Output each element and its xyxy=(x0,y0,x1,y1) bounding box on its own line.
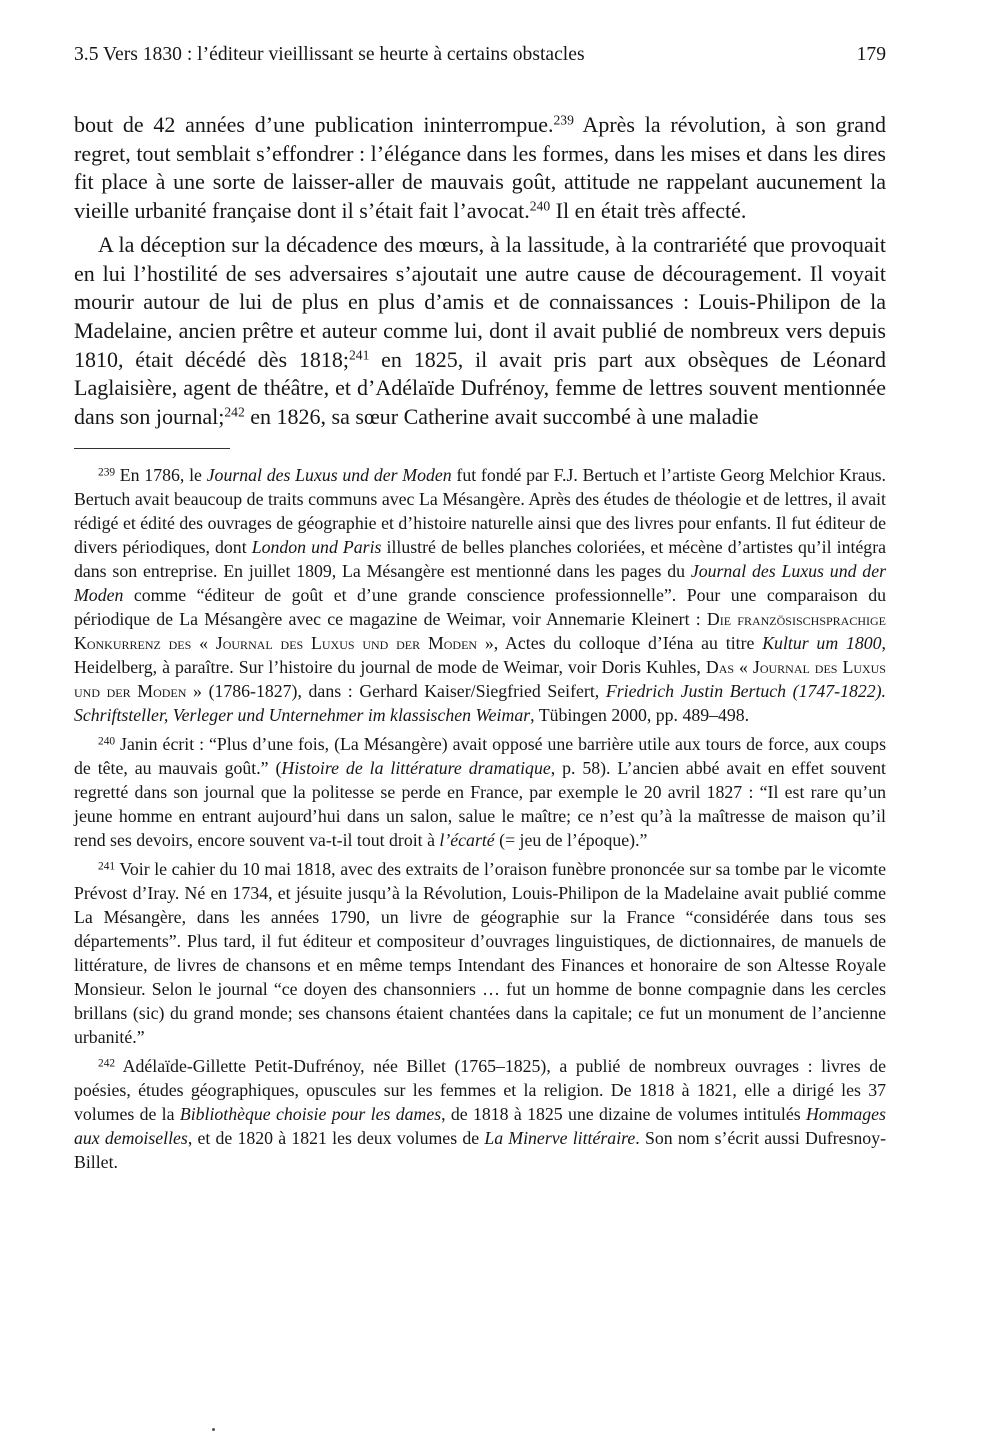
footnote-ref[interactable]: 239 xyxy=(553,112,574,128)
italic-title: Bibliothèque choisie pour les dames xyxy=(179,1103,442,1124)
italic-title: Histoire de la littérature dramatique xyxy=(281,757,551,778)
book-page xyxy=(74,44,886,1179)
footnote-241 xyxy=(74,857,886,1049)
footnote-number: 239 xyxy=(98,466,116,479)
footnote-separator xyxy=(74,448,230,449)
running-title: 3.5 Vers 1830 : l’éditeur vieillissant se heurte à certains obstacles xyxy=(74,44,585,65)
main-text xyxy=(74,111,886,432)
footnote-number: 240 xyxy=(98,735,116,748)
italic-title: Friedrich Justin Bertuch (1747-1822). Schriftsteller, Verleger und Unternehmer im klassischen Weimar xyxy=(74,680,886,725)
italic-title: La Minerve littéraire xyxy=(484,1127,636,1148)
footnote-239 xyxy=(74,463,886,727)
paragraph xyxy=(74,231,886,432)
text-run: (= jeu de l’époque).” xyxy=(494,829,648,850)
text-run: A la déception sur la décadence des mœurs, à la lassitude, à la contrariété que provoquait en lui l’hostilité de ses adversaires s’ajoutait une autre cause de découragement. Il voyait mourir autour de lui de plus en plus d’amis et de connaissances : Louis-Philipon de la Madelaine, ancien prêtre et auteur comme lui, dont il avait publié de nombreux vers depuis 1810, était décédé dès 1818; xyxy=(74,231,886,372)
italic-title: Kultur um 1800 xyxy=(762,632,882,653)
text-run: Adélaïde-Gillette Petit-Dufrénoy, née Billet (1765–1825), a publié de nombreux ouvrages : livres de poésies, études géographiques, opuscules sur les femmes et la religion. De 1818 à 1821, elle a dirigé les 37 volumes de la xyxy=(74,1055,886,1124)
footnotes xyxy=(74,463,886,1174)
paragraph xyxy=(74,111,886,226)
footnote-242 xyxy=(74,1054,886,1174)
italic-title: Journal des Luxus und der Moden xyxy=(206,464,452,485)
footnote-number: 242 xyxy=(98,1057,116,1070)
footnote-ref[interactable]: 241 xyxy=(348,347,370,363)
text-run: , Tübingen 2000, pp. 489–498. xyxy=(530,704,750,725)
footnote-240 xyxy=(74,732,886,852)
running-header xyxy=(74,44,886,80)
italic-title: Hommages aux demoiselles xyxy=(74,1103,886,1148)
footnote-ref[interactable]: 240 xyxy=(529,198,551,214)
smallcaps-title: Die französischsprachige Konkurrenz des « Journal des Luxus und der Moden » xyxy=(74,608,887,653)
text-run: Après la révolution, à son grand regret, tout semblait s’effondrer : l’élégance dans les formes, dans les mises et dans les dires fit place à une sorte de laisser-aller de mauvais goût, attitude ne rappelant aucunement la vieille urbanité française dont il s’était fait l’avocat. xyxy=(74,112,886,224)
text-run: comme “éditeur de goût et d’une grande conscience professionnelle”. Pour une comparaison du périodique de La Mésangère avec ce magazine de Weimar, voir Annemarie Kleinert : xyxy=(74,584,886,629)
text-run: Janin écrit : “Plus d’une fois, (La Mésangère) avait opposé une barrière utile aux tours de force, aux coups de tête, au mauvais goût.” ( xyxy=(74,733,886,778)
text-run: illustré de belles planches coloriées, et mécène d’artistes qu’il intégra dans son entreprise. En juillet 1809, La Mésangère est mentionné dans les pages du xyxy=(74,536,887,581)
print-mark xyxy=(212,1428,215,1431)
footnote-ref[interactable]: 242 xyxy=(224,404,245,420)
text-run: En 1786, le xyxy=(115,464,207,485)
text-run: Voir le cahier du 10 mai 1818, avec des extraits de l’oraison funèbre prononcée sur sa tombe par le vicomte Prévost d’Iray. Né en 1734, et jésuite jusqu’à la Révolution, Louis-Philipon de la Madelaine avait publié comme La Mésangère, dans les années 1790, un livre de géographie sur la France “considérée dans tous ses départements”. Plus tard, il fut éditeur et compositeur d’ouvrages linguistiques, de dictionnaires, de manuels de littérature, de livres de chansons et en même temps Intendant des Finances et honoraire de son Altesse Royale Monsieur. Selon le journal “ce doyen des chansonniers … fut un homme de bonne compagnie dans les cercles brillans (sic) du grand monde; ses chansons étaient chantées dans la capitale; ce fut un monument de l’ancienne urbanité.” xyxy=(74,858,886,1047)
text-run: en 1826, sa sœur Catherine avait succombé à une maladie xyxy=(244,404,759,430)
page-number: 179 xyxy=(856,44,886,65)
text-run: , Heidelberg, à paraître. Sur l’histoire du journal de mode de Weimar, voir Doris Kuhles, xyxy=(74,632,886,677)
text-run: , p. 58). L’ancien abbé avait en effet souvent regretté dans son journal que la politesse se perde en France, par exemple le 20 avril 1827 : “Il est rare qu’un jeune homme en entrant aujourd’hui dans un salon, salue le maître; ce n’est qu’à la maîtresse de maison qu’il rend ses devoirs, encore souvent va-t-il tout droit à xyxy=(74,757,887,850)
smallcaps-title: Das « Journal des Luxus und der Moden » xyxy=(74,656,886,701)
text-run: (1786-1827), dans : Gerhard Kaiser/Siegfried Seifert, xyxy=(201,680,606,701)
text-run: bout de 42 années d’une publication ininterrompue. xyxy=(74,112,554,137)
text-run: . Son nom s’écrit aussi Dufresnoy-Billet. xyxy=(74,1127,887,1172)
text-run: Il en était très affecté. xyxy=(550,198,747,224)
italic-title: London und Paris xyxy=(251,536,382,557)
text-run: , et de 1820 à 1821 les deux volumes de xyxy=(187,1127,485,1148)
text-run: , de 1818 à 1825 une dizaine de volumes intitulés xyxy=(441,1103,806,1124)
italic-title: l’écarté xyxy=(439,829,495,850)
text-run: fut fondé par F.J. Bertuch et l’artiste Georg Melchior Kraus. Bertuch avait beaucoup de traits communs avec La Mésangère. Après des études de théologie et de lettres, il avait rédigé et édité des ouvrages de géographie et d’histoire naturelle ainsi que des livres pour enfants. Il fut éditeur de divers périodiques, dont xyxy=(74,464,886,557)
text-run: , Actes du colloque d’Iéna au titre xyxy=(493,632,763,653)
footnote-number: 241 xyxy=(98,860,116,873)
italic-title: Journal des Luxus und der Moden xyxy=(74,560,887,605)
text-run: en 1825, il avait pris part aux obsèques de Léonard Laglaisière, agent de théâtre, et d’Adélaïde Dufrénoy, femme de lettres souvent mentionnée dans son journal; xyxy=(74,346,887,430)
